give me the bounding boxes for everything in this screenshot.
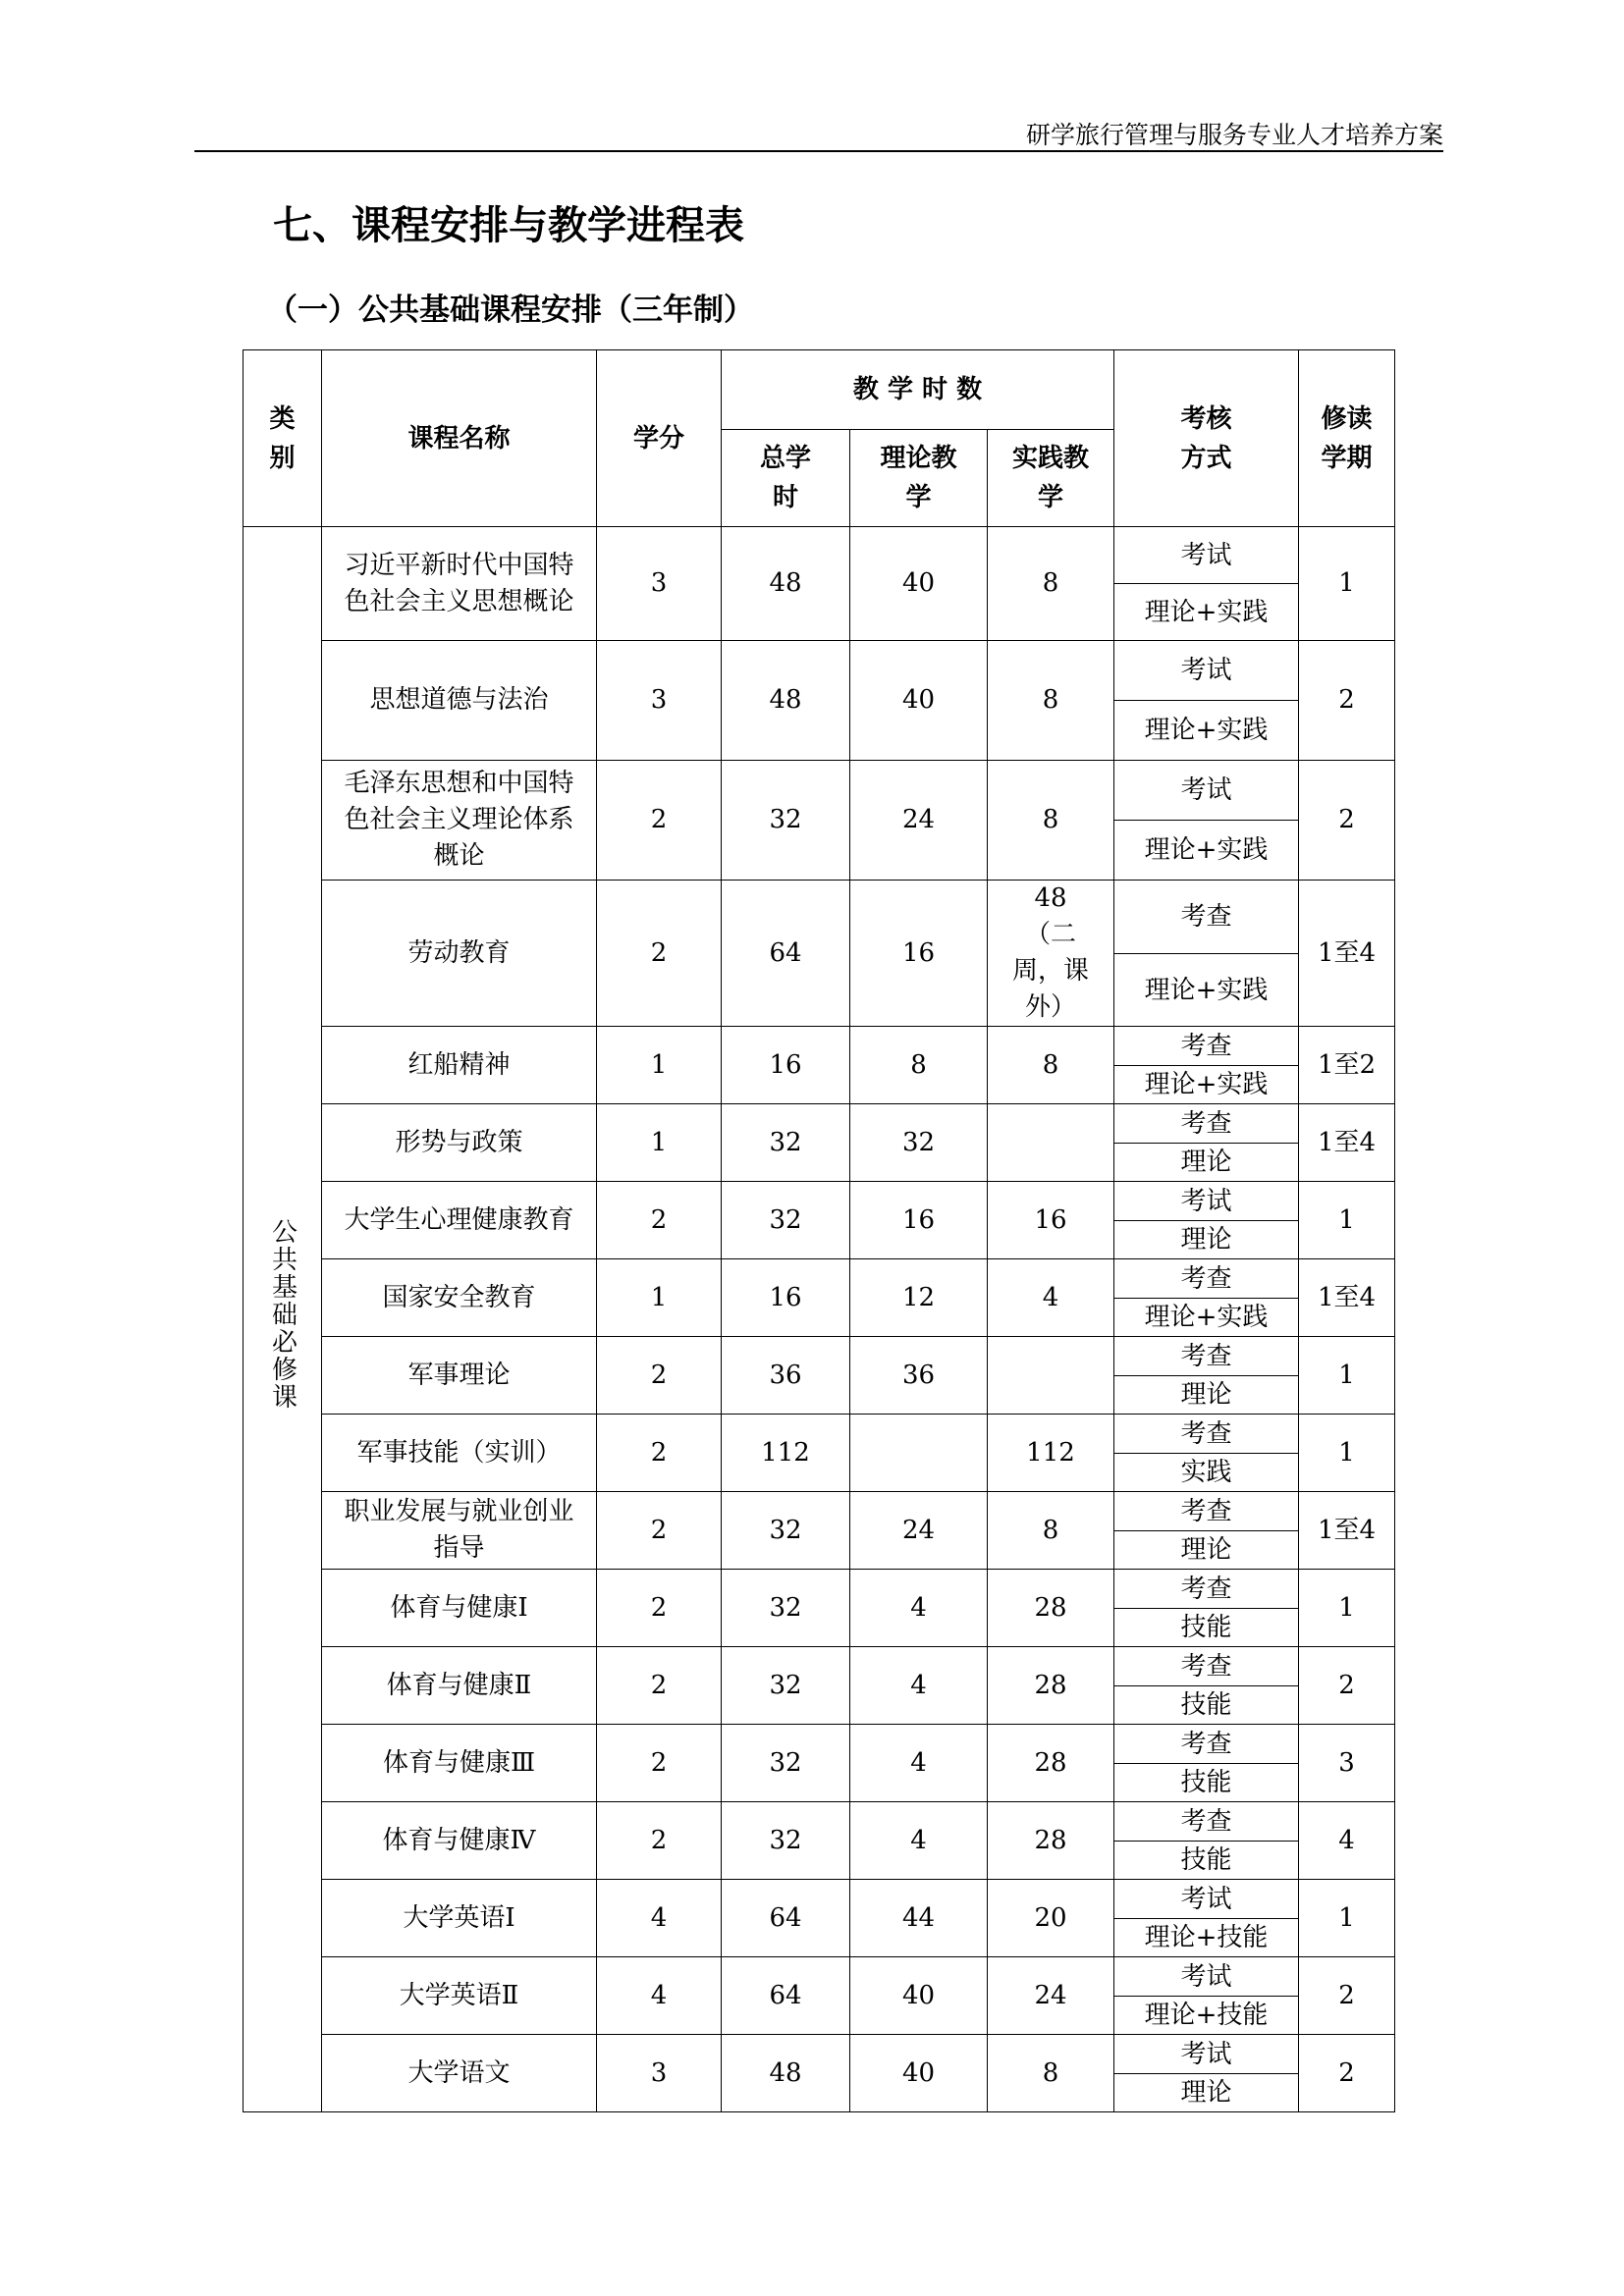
credit: 2 xyxy=(597,1337,722,1415)
total-hours: 32 xyxy=(722,761,850,881)
assessment-mode: 理论 xyxy=(1114,1221,1299,1259)
credit: 2 xyxy=(597,1647,722,1725)
assessment-type: 考查 xyxy=(1114,1337,1299,1376)
credit: 2 xyxy=(597,881,722,1027)
assessment-mode: 理论+技能 xyxy=(1114,1997,1299,2035)
theory-hours: 4 xyxy=(850,1570,988,1647)
header-category: 类别 xyxy=(244,350,322,527)
assessment-mode: 理论 xyxy=(1114,1531,1299,1570)
theory-hours: 16 xyxy=(850,1182,988,1259)
header-semester: 修读学期 xyxy=(1299,350,1395,527)
assessment-type: 考查 xyxy=(1114,881,1299,954)
header-total-hours: 总学时 xyxy=(722,430,850,527)
assessment-mode: 技能 xyxy=(1114,1609,1299,1647)
theory-hours: 40 xyxy=(850,1957,988,2035)
practice-hours: 4 xyxy=(988,1259,1114,1337)
table-row xyxy=(244,1647,1395,1686)
practice-hours xyxy=(988,1104,1114,1182)
course-name: 思想道德与法治 xyxy=(322,641,597,761)
practice-hours: 112 xyxy=(988,1415,1114,1492)
practice-hours: 8 xyxy=(988,761,1114,881)
credit: 2 xyxy=(597,1415,722,1492)
assessment-type: 考试 xyxy=(1114,527,1299,584)
header-theory-hours: 理论教学 xyxy=(850,430,988,527)
header-credit: 学分 xyxy=(597,350,722,527)
semester: 3 xyxy=(1299,1725,1395,1802)
practice-hours: 28 xyxy=(988,1647,1114,1725)
assessment-mode: 技能 xyxy=(1114,1842,1299,1880)
semester: 1至4 xyxy=(1299,1492,1395,1570)
practice-hours: 8 xyxy=(988,1027,1114,1104)
theory-hours: 40 xyxy=(850,2035,988,2112)
header-assessment: 考核方式 xyxy=(1114,350,1299,527)
assessment-type: 考查 xyxy=(1114,1104,1299,1144)
assessment-type: 考查 xyxy=(1114,1492,1299,1531)
assessment-type: 考试 xyxy=(1114,2035,1299,2074)
theory-hours: 4 xyxy=(850,1725,988,1802)
course-name: 大学语文 xyxy=(322,2035,597,2112)
semester: 1至4 xyxy=(1299,1104,1395,1182)
total-hours: 32 xyxy=(722,1104,850,1182)
semester: 2 xyxy=(1299,641,1395,761)
course-name: 红船精神 xyxy=(322,1027,597,1104)
practice-hours: 24 xyxy=(988,1957,1114,2035)
assessment-mode: 实践 xyxy=(1114,1454,1299,1492)
semester: 1 xyxy=(1299,1415,1395,1492)
credit: 2 xyxy=(597,761,722,881)
theory-hours: 12 xyxy=(850,1259,988,1337)
theory-hours xyxy=(850,1415,988,1492)
total-hours: 48 xyxy=(722,2035,850,2112)
assessment-type: 考查 xyxy=(1114,1415,1299,1454)
semester: 1 xyxy=(1299,1337,1395,1415)
table-row xyxy=(244,527,1395,584)
practice-hours: 8 xyxy=(988,2035,1114,2112)
table-row xyxy=(244,1104,1395,1144)
practice-hours: 28 xyxy=(988,1725,1114,1802)
credit: 2 xyxy=(597,1725,722,1802)
practice-hours: 48（二周，课外） xyxy=(988,881,1114,1027)
table-row xyxy=(244,1957,1395,1997)
practice-hours: 8 xyxy=(988,641,1114,761)
credit: 1 xyxy=(597,1259,722,1337)
theory-hours: 16 xyxy=(850,881,988,1027)
course-name: 体育与健康Ⅰ xyxy=(322,1570,597,1647)
semester: 1至2 xyxy=(1299,1027,1395,1104)
credit: 3 xyxy=(597,641,722,761)
credit: 3 xyxy=(597,2035,722,2112)
semester: 1 xyxy=(1299,1182,1395,1259)
credit: 2 xyxy=(597,1570,722,1647)
table-row xyxy=(244,761,1395,821)
course-name: 大学英语Ⅰ xyxy=(322,1880,597,1957)
table-row xyxy=(244,1182,1395,1221)
theory-hours: 32 xyxy=(850,1104,988,1182)
theory-hours: 4 xyxy=(850,1802,988,1880)
semester: 2 xyxy=(1299,761,1395,881)
assessment-type: 考查 xyxy=(1114,1259,1299,1299)
assessment-mode: 理论 xyxy=(1114,2074,1299,2112)
theory-hours: 36 xyxy=(850,1337,988,1415)
assessment-mode: 理论+实践 xyxy=(1114,1299,1299,1337)
semester: 1至4 xyxy=(1299,881,1395,1027)
table-row xyxy=(244,641,1395,701)
assessment-type: 考试 xyxy=(1114,641,1299,701)
semester: 2 xyxy=(1299,2035,1395,2112)
course-name: 军事技能（实训） xyxy=(322,1415,597,1492)
course-name: 体育与健康Ⅲ xyxy=(322,1725,597,1802)
course-name: 职业发展与就业创业指导 xyxy=(322,1492,597,1570)
assessment-mode: 理论+实践 xyxy=(1114,821,1299,881)
total-hours: 48 xyxy=(722,527,850,641)
assessment-type: 考查 xyxy=(1114,1802,1299,1842)
total-hours: 112 xyxy=(722,1415,850,1492)
table-row xyxy=(244,1570,1395,1609)
header-practice-hours: 实践教学 xyxy=(988,430,1114,527)
assessment-type: 考查 xyxy=(1114,1027,1299,1066)
table-row xyxy=(244,1725,1395,1764)
theory-hours: 24 xyxy=(850,761,988,881)
theory-hours: 4 xyxy=(850,1647,988,1725)
course-name: 大学英语Ⅱ xyxy=(322,1957,597,2035)
practice-hours xyxy=(988,1337,1114,1415)
table-row xyxy=(244,1492,1395,1531)
table-row xyxy=(244,2035,1395,2074)
total-hours: 32 xyxy=(722,1570,850,1647)
total-hours: 64 xyxy=(722,1957,850,2035)
assessment-mode: 理论 xyxy=(1114,1144,1299,1182)
section-title: 七、课程安排与教学进程表 xyxy=(273,203,744,248)
assessment-type: 考试 xyxy=(1114,761,1299,821)
theory-hours: 40 xyxy=(850,641,988,761)
table-row xyxy=(244,1802,1395,1842)
practice-hours: 28 xyxy=(988,1570,1114,1647)
course-name: 国家安全教育 xyxy=(322,1259,597,1337)
semester: 1 xyxy=(1299,527,1395,641)
practice-hours: 8 xyxy=(988,1492,1114,1570)
semester: 2 xyxy=(1299,1957,1395,2035)
credit: 2 xyxy=(597,1492,722,1570)
assessment-mode: 理论+实践 xyxy=(1114,584,1299,641)
credit: 1 xyxy=(597,1104,722,1182)
assessment-type: 考试 xyxy=(1114,1880,1299,1919)
header-rule xyxy=(194,150,1443,152)
assessment-type: 考查 xyxy=(1114,1570,1299,1609)
course-name: 劳动教育 xyxy=(322,881,597,1027)
assessment-mode: 理论 xyxy=(1114,1376,1299,1415)
total-hours: 16 xyxy=(722,1259,850,1337)
assessment-mode: 理论+实践 xyxy=(1114,701,1299,761)
assessment-type: 考查 xyxy=(1114,1647,1299,1686)
total-hours: 16 xyxy=(722,1027,850,1104)
header-teaching-hours: 教 学 时 数 xyxy=(722,350,1114,430)
course-name: 大学生心理健康教育 xyxy=(322,1182,597,1259)
credit: 2 xyxy=(597,1802,722,1880)
theory-hours: 8 xyxy=(850,1027,988,1104)
semester: 2 xyxy=(1299,1647,1395,1725)
category-cell: 公共基础必修课 xyxy=(244,527,322,2112)
practice-hours: 20 xyxy=(988,1880,1114,1957)
assessment-type: 考查 xyxy=(1114,1725,1299,1764)
total-hours: 32 xyxy=(722,1182,850,1259)
practice-hours: 8 xyxy=(988,527,1114,641)
course-name: 形势与政策 xyxy=(322,1104,597,1182)
running-header: 研学旅行管理与服务专业人才培养方案 xyxy=(1025,121,1443,149)
credit: 4 xyxy=(597,1880,722,1957)
credit: 1 xyxy=(597,1027,722,1104)
table-row xyxy=(244,1259,1395,1299)
total-hours: 36 xyxy=(722,1337,850,1415)
course-name: 毛泽东思想和中国特色社会主义理论体系概论 xyxy=(322,761,597,881)
table-row xyxy=(244,881,1395,954)
course-name: 体育与健康Ⅱ xyxy=(322,1647,597,1725)
assessment-type: 考试 xyxy=(1114,1182,1299,1221)
credit: 2 xyxy=(597,1182,722,1259)
total-hours: 48 xyxy=(722,641,850,761)
assessment-mode: 理论+实践 xyxy=(1114,954,1299,1027)
total-hours: 32 xyxy=(722,1725,850,1802)
practice-hours: 16 xyxy=(988,1182,1114,1259)
table-row xyxy=(244,1415,1395,1454)
theory-hours: 24 xyxy=(850,1492,988,1570)
total-hours: 32 xyxy=(722,1802,850,1880)
assessment-mode: 技能 xyxy=(1114,1686,1299,1725)
total-hours: 32 xyxy=(722,1647,850,1725)
semester: 1至4 xyxy=(1299,1259,1395,1337)
total-hours: 64 xyxy=(722,1880,850,1957)
semester: 4 xyxy=(1299,1802,1395,1880)
course-name: 习近平新时代中国特色社会主义思想概论 xyxy=(322,527,597,641)
theory-hours: 44 xyxy=(850,1880,988,1957)
theory-hours: 40 xyxy=(850,527,988,641)
credit: 3 xyxy=(597,527,722,641)
assessment-type: 考试 xyxy=(1114,1957,1299,1997)
table-row xyxy=(244,1337,1395,1376)
course-name: 体育与健康Ⅳ xyxy=(322,1802,597,1880)
subsection-title: （一）公共基础课程安排（三年制） xyxy=(267,293,754,328)
credit: 4 xyxy=(597,1957,722,2035)
header-course-name: 课程名称 xyxy=(322,350,597,527)
assessment-mode: 理论+实践 xyxy=(1114,1066,1299,1104)
assessment-mode: 理论+技能 xyxy=(1114,1919,1299,1957)
course-table xyxy=(243,349,1395,2112)
table-row xyxy=(244,1880,1395,1919)
semester: 1 xyxy=(1299,1570,1395,1647)
semester: 1 xyxy=(1299,1880,1395,1957)
table-row xyxy=(244,1027,1395,1066)
practice-hours: 28 xyxy=(988,1802,1114,1880)
course-name: 军事理论 xyxy=(322,1337,597,1415)
total-hours: 32 xyxy=(722,1492,850,1570)
assessment-mode: 技能 xyxy=(1114,1764,1299,1802)
total-hours: 64 xyxy=(722,881,850,1027)
